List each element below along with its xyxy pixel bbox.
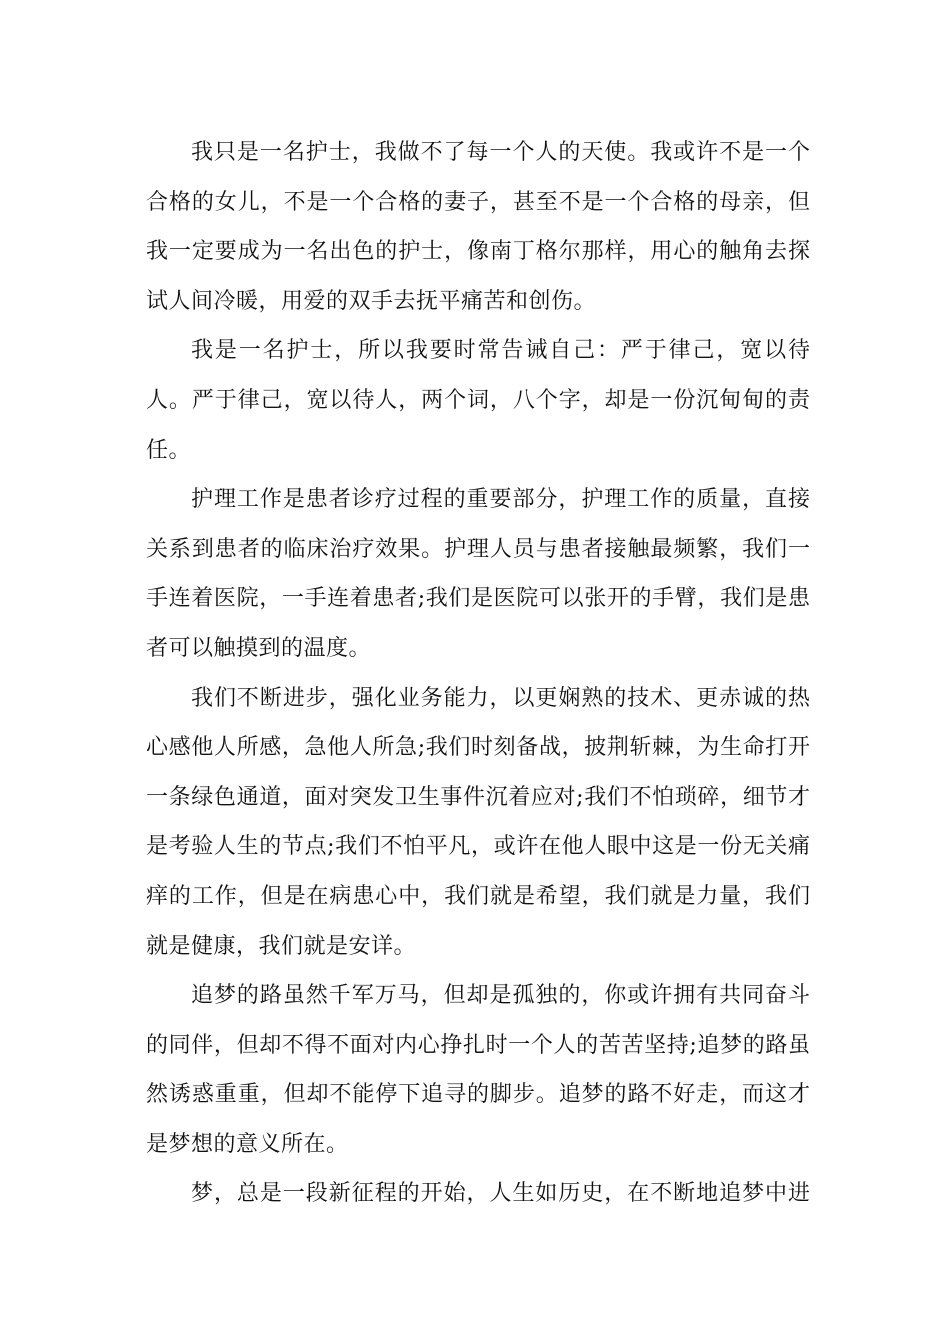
text-line: 一条绿色通道，面对突发卫生事件沉着应对;我们不怕琐碎，细节才 — [146, 784, 810, 810]
text-line: 然诱惑重重，但却不能停下追寻的脚步。追梦的路不好走，而这才 — [146, 1082, 810, 1108]
text-line: 痒的工作，但是在病患心中，我们就是希望，我们就是力量，我们 — [146, 883, 810, 909]
text-line: 是梦想的意义所在。 — [146, 1131, 349, 1157]
text-line: 人。严于律己，宽以待人，两个词，八个字，却是一份沉甸甸的责 — [146, 387, 810, 413]
text-line: 任。 — [146, 437, 192, 463]
paragraph-5 — [146, 971, 810, 1169]
paragraph-1 — [146, 128, 810, 326]
paragraph-2 — [146, 326, 810, 475]
paragraph-3 — [146, 475, 810, 673]
text-line: 的同伴，但却不得不面对内心挣扎时一个人的苦苦坚持;追梦的路虽 — [146, 1032, 810, 1058]
text-line: 合格的女儿，不是一个合格的妻子，甚至不是一个合格的母亲，但 — [146, 189, 810, 215]
text-line: 我只是一名护士，我做不了每一个人的天使。我或许不是一个 — [191, 140, 810, 165]
text-line: 试人间冷暖，用爱的双手去抚平痛苦和创伤。 — [146, 288, 597, 314]
paragraph-6 — [146, 1169, 810, 1219]
text-line: 关系到患者的临床治疗效果。护理人员与患者接触最频繁，我们一 — [146, 536, 810, 562]
text-line: 手连着医院，一手连着患者;我们是医院可以张开的手臂，我们是患 — [146, 586, 810, 612]
text-line: 我一定要成为一名出色的护士，像南丁格尔那样，用心的触角去探 — [146, 239, 810, 265]
text-line: 梦，总是一段新征程的开始，人生如历史，在不断地追梦中进 — [191, 1181, 810, 1207]
text-line: 心感他人所感，急他人所急;我们时刻备战，披荆斩棘，为生命打开 — [146, 735, 810, 761]
text-line: 者可以触摸到的温度。 — [146, 635, 372, 661]
text-line: 护理工作是患者诊疗过程的重要部分，护理工作的质量，直接 — [191, 487, 810, 513]
text-line: 是考验人生的节点;我们不怕平凡，或许在他人眼中这是一份无关痛 — [146, 834, 810, 860]
text-line: 追梦的路虽然千军万马，但却是孤独的，你或许拥有共同奋斗 — [191, 983, 810, 1009]
text-line: 我是一名护士，所以我要时常告诫自己：严于律己，宽以待 — [191, 338, 810, 364]
paragraph-4 — [146, 674, 810, 972]
text-line: 就是健康，我们就是安详。 — [146, 933, 417, 959]
document-body — [146, 128, 810, 1219]
text-line: 我们不断进步，强化业务能力，以更娴熟的技术、更赤诚的热 — [191, 685, 810, 711]
